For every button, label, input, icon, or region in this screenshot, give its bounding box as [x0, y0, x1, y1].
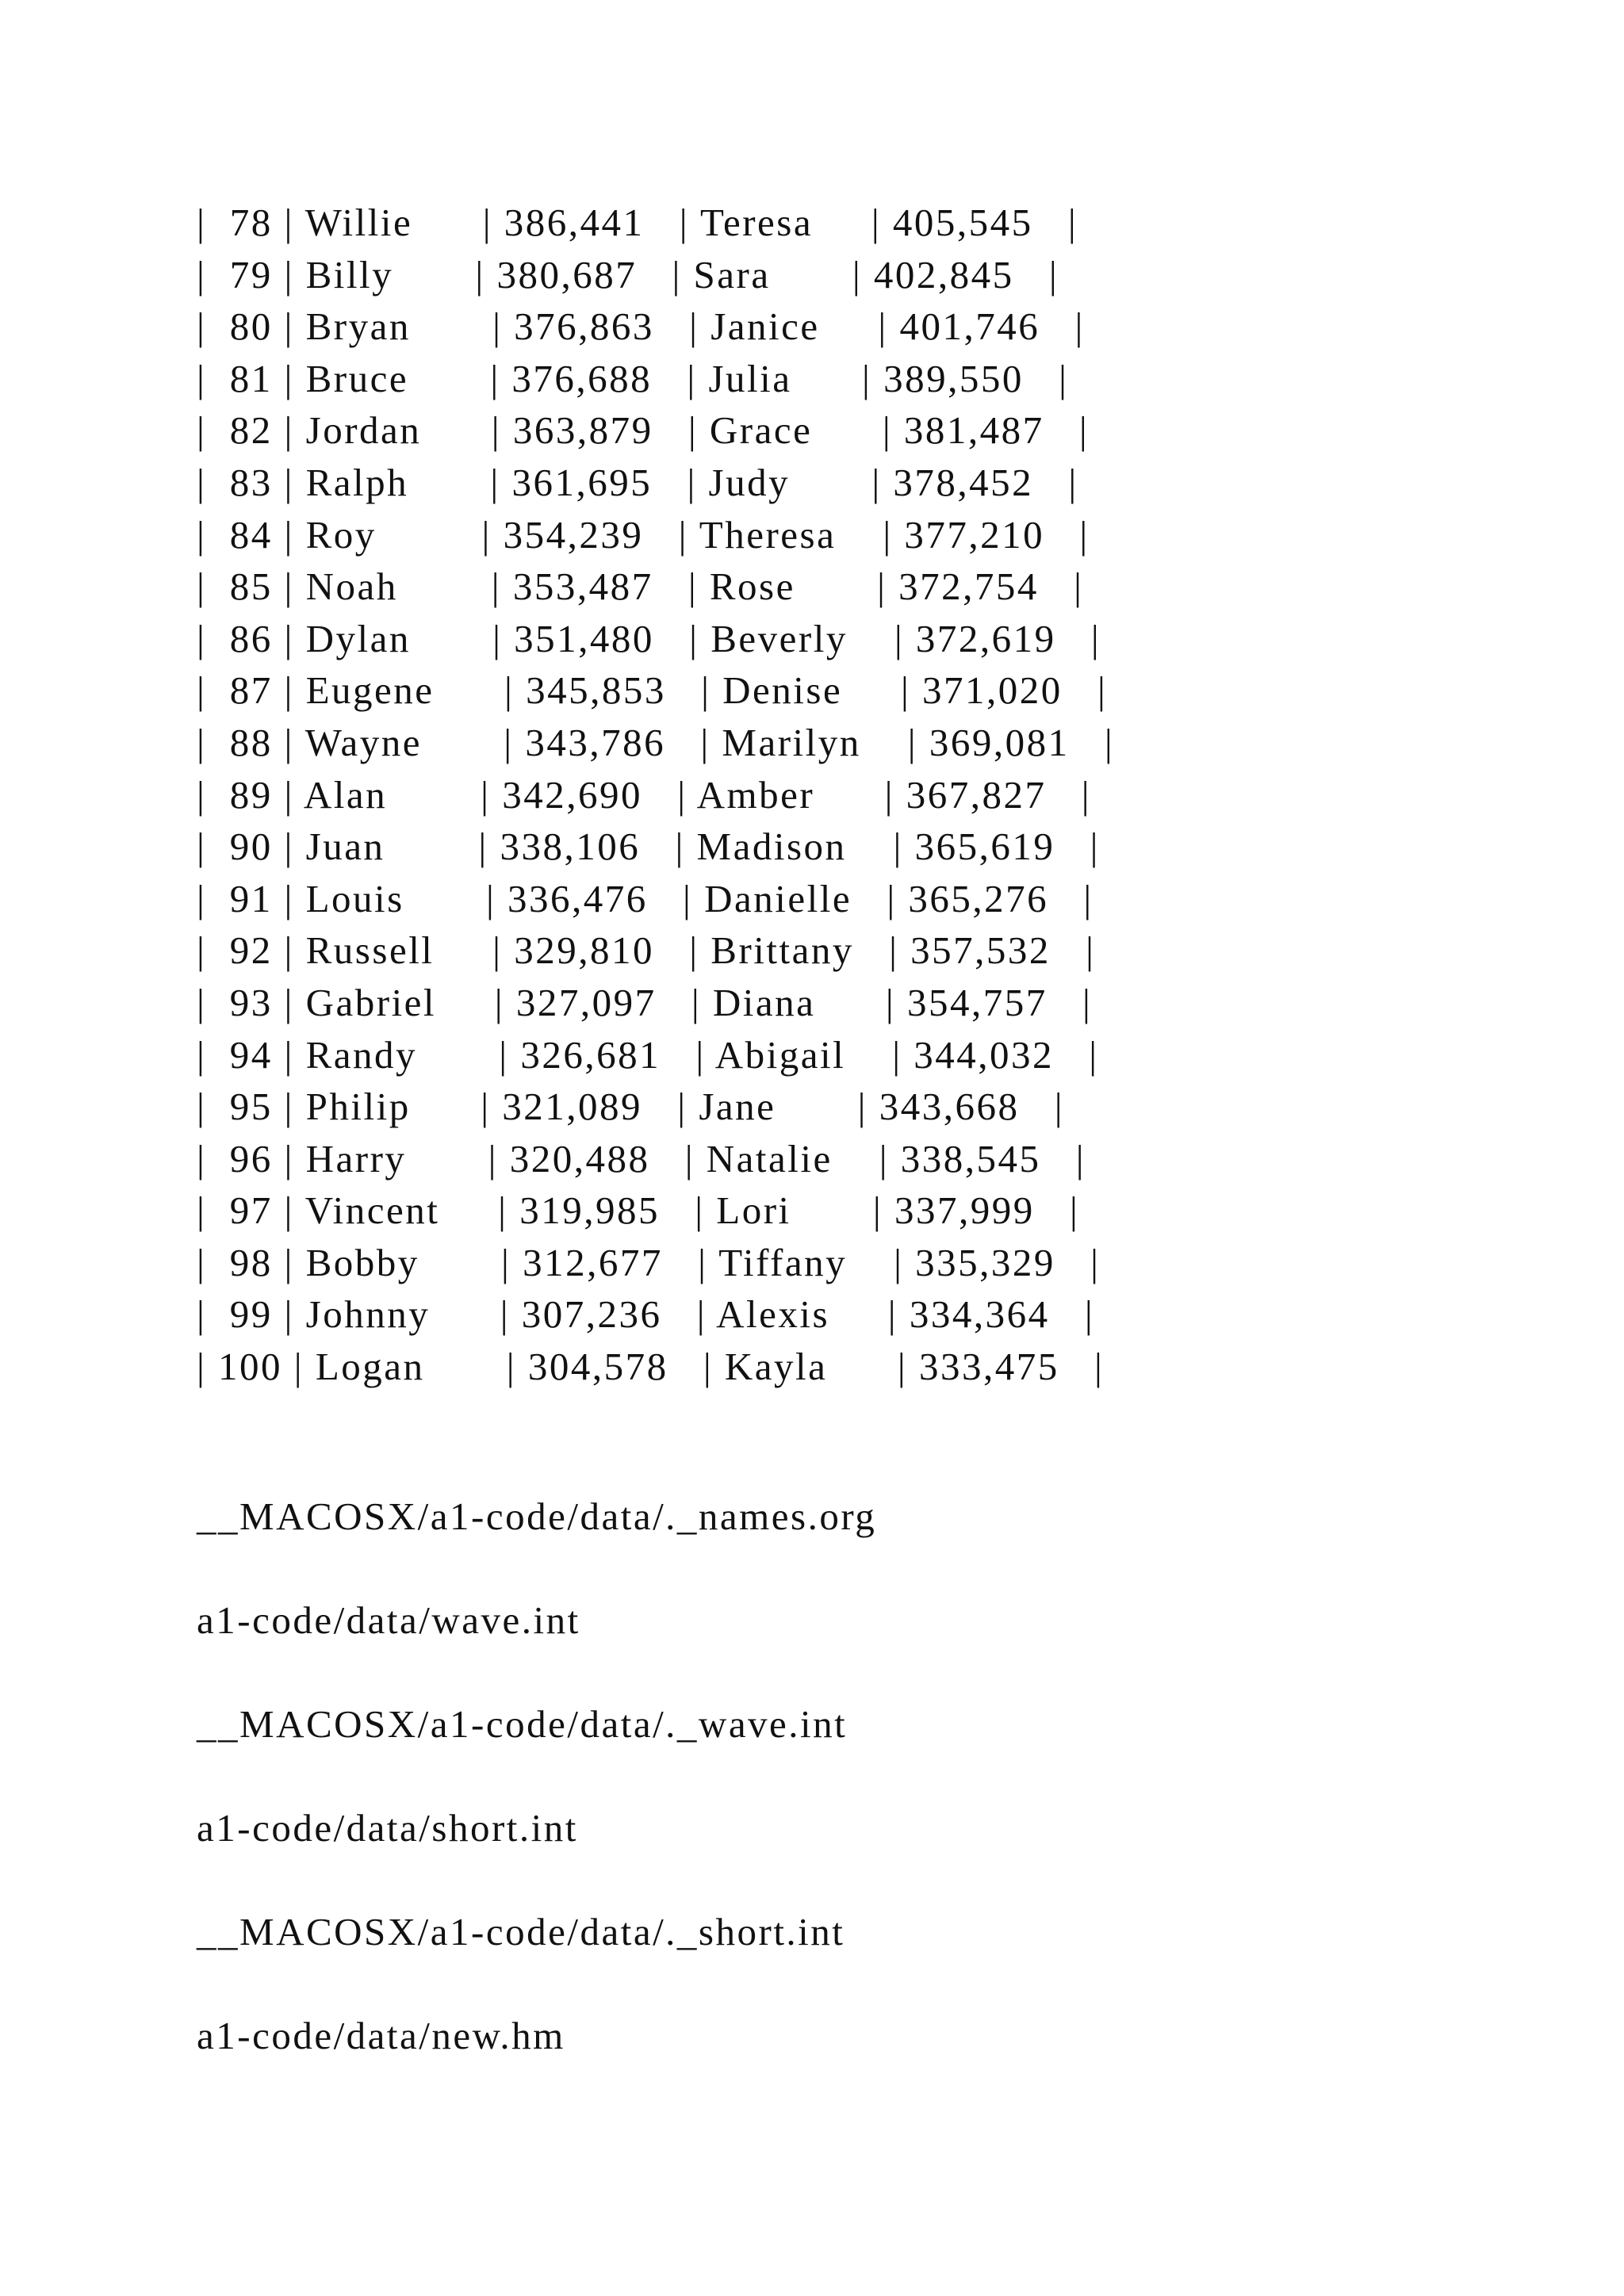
table-row: | 85 | Noah | 353,487 | Rose | 372,754 | — [197, 564, 1084, 609]
table-row: | 99 | Johnny | 307,236 | Alexis | 334,364 | — [197, 1292, 1095, 1337]
file-path: a1-code/data/short.int — [197, 1806, 578, 1850]
table-row: | 84 | Roy | 354,239 | Theresa | 377,210 | — [197, 512, 1090, 557]
table-row: | 94 | Randy | 326,681 | Abigail | 344,032 | — [197, 1032, 1099, 1077]
table-row: | 87 | Eugene | 345,853 | Denise | 371,020 | — [197, 668, 1108, 713]
table-row: | 93 | Gabriel | 327,097 | Diana | 354,757 | — [197, 980, 1093, 1024]
table-row: | 91 | Louis | 336,476 | Danielle | 365,276 | — [197, 876, 1094, 920]
file-path: __MACOSX/a1-code/data/._short.int — [197, 1910, 845, 1954]
table-row: | 83 | Ralph | 361,695 | Judy | 378,452 | — [197, 460, 1078, 504]
table-row: | 100 | Logan | 304,578 | Kayla | 333,475 | — [197, 1345, 1105, 1389]
table-row: | 82 | Jordan | 363,879 | Grace | 381,487 | — [197, 408, 1090, 453]
file-path: __MACOSX/a1-code/data/._wave.int — [197, 1702, 848, 1746]
table-row: | 88 | Wayne | 343,786 | Marilyn | 369,081 | — [197, 720, 1115, 764]
table-row: | 78 | Willie | 386,441 | Teresa | 405,545 | — [197, 201, 1078, 244]
table-row: | 95 | Philip | 321,089 | Jane | 343,668 | — [197, 1085, 1065, 1129]
file-path: a1-code/data/wave.int — [197, 1598, 580, 1642]
table-row: | 86 | Dylan | 351,480 | Beverly | 372,619 | — [197, 616, 1101, 660]
table-row: | 97 | Vincent | 319,985 | Lori | 337,999 | — [197, 1188, 1080, 1233]
names-table — [197, 197, 1465, 1393]
table-row: | 81 | Bruce | 376,688 | Julia | 389,550 | — [197, 356, 1069, 400]
file-path: __MACOSX/a1-code/data/._names.org — [197, 1494, 877, 1538]
file-path-list — [197, 1490, 1465, 2114]
table-row: | 80 | Bryan | 376,863 | Janice | 401,746 | — [197, 304, 1085, 349]
file-path: a1-code/data/new.hm — [197, 2014, 565, 2057]
table-row: | 90 | Juan | 338,106 | Madison | 365,619 | — [197, 825, 1100, 869]
table-row: | 89 | Alan | 342,690 | Amber | 367,827 | — [197, 772, 1092, 817]
table-row: | 98 | Bobby | 312,677 | Tiffany | 335,329 | — [197, 1240, 1101, 1284]
table-row: | 96 | Harry | 320,488 | Natalie | 338,545 | — [197, 1136, 1086, 1181]
table-row: | 92 | Russell | 329,810 | Brittany | 357,532 | — [197, 928, 1096, 973]
table-row: | 79 | Billy | 380,687 | Sara | 402,845 | — [197, 252, 1059, 297]
